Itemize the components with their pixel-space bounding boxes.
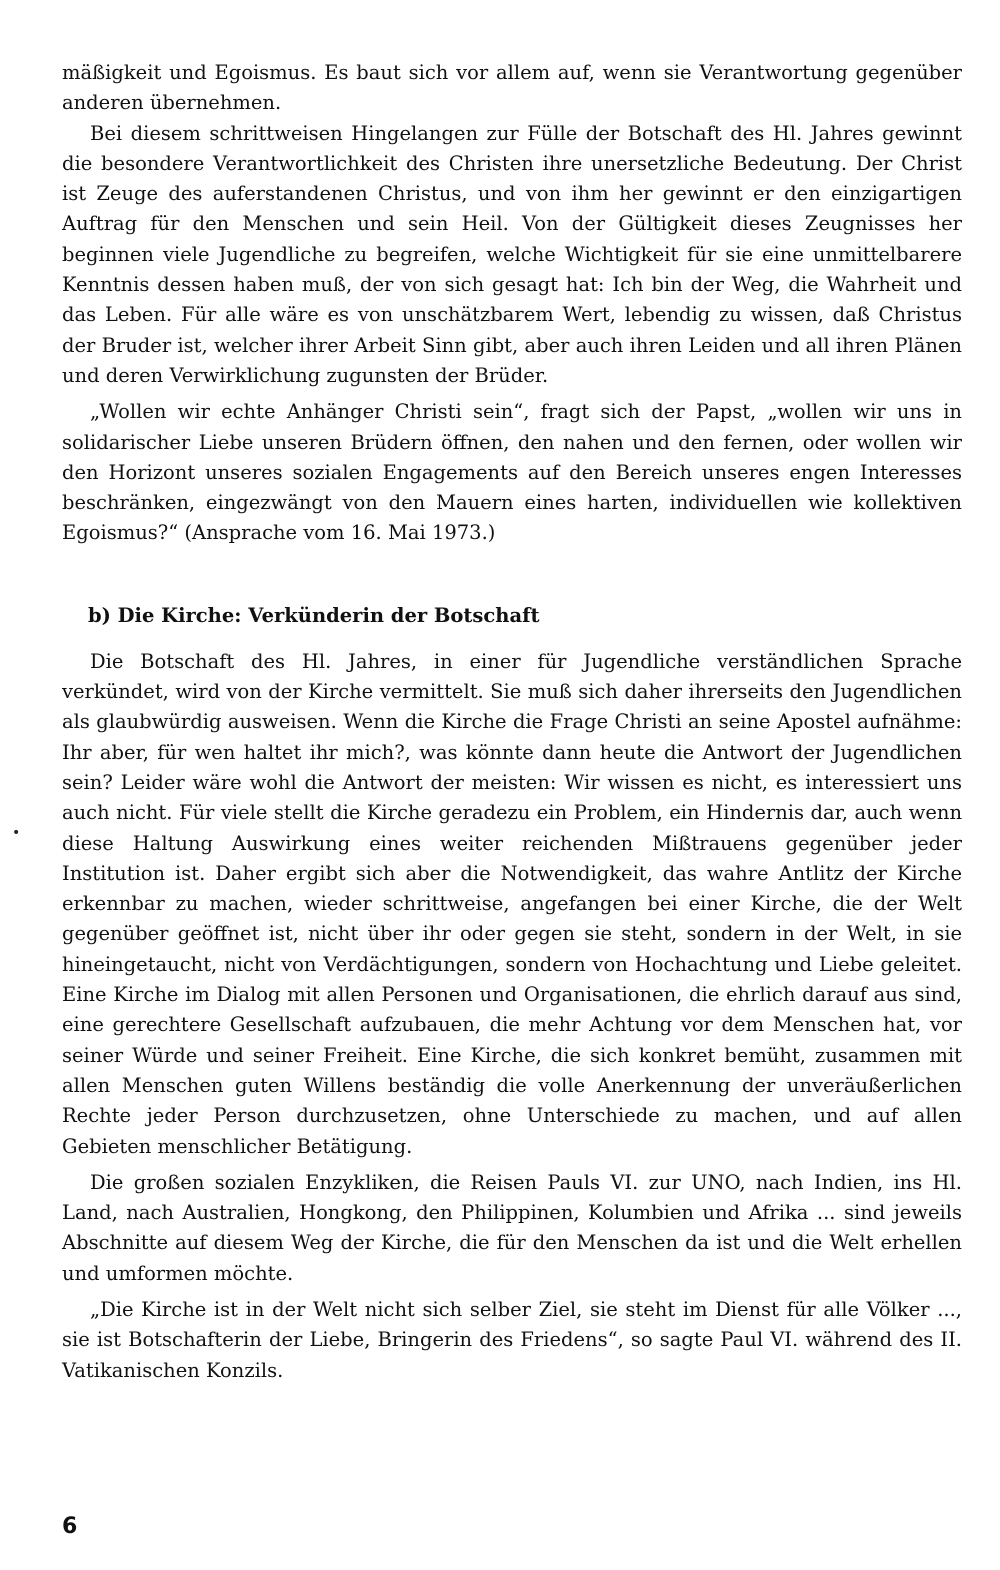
paragraph-continuation: mäßigkeit und Egoismus. Es baut sich vor allem auf, wenn sie Verantwortung gegenüber anderen übernehmen.	[62, 61, 962, 115]
page-body	[62, 58, 962, 1386]
paragraph-pope-quote: „Wollen wir echte Anhänger Christi sein“, fragt sich der Papst, „wollen wir uns in solidarischer Liebe unseren Brüdern öffnen, den nahen und den fernen, oder wollen wir den Horizont unseres sozialen Engagements auf den Bereich unseres engen Interesses beschränken, eingezwängt von den Mauern eines harten, individuellen wie kollektiven Egoismus?“ (Ansprache vom 16. Mai 1973.)	[62, 400, 962, 545]
page-number: 6	[62, 1514, 78, 1539]
paragraph-church-message: Die Botschaft des Hl. Jahres, in einer für Jugendliche verständlichen Sprache verkündet, wird von der Kirche vermittelt. Sie muß sich daher ihrerseits den Jugendlichen als glaubwürdig ausweisen. Wenn die Kirche die Frage Christi an seine Apostel aufnähme: Ihr aber, für wen haltet ihr mich?, was könnte dann heute die Antwort der Jugendlichen sein? Leider wäre wohl die Antwort der meisten: Wir wissen es nicht, es interessiert uns auch nicht. Für viele stellt die Kirche geradezu ein Problem, ein Hindernis dar, auch wenn diese Haltung Auswirkung eines weiter reichenden Mißtrauens gegenüber jeder Institution ist. Daher ergibt sich aber die Notwendigkeit, das wahre Antlitz der Kirche erkennbar zu machen, wieder schrittweise, angefangen bei einer Kirche, die der Welt gegenüber geöffnet ist, nicht über ihr oder gegen sie steht, sondern in der Welt, in sie hineingetaucht, nicht von Verdächtigungen, sondern von Hochachtung und Liebe geleitet. Eine Kirche im Dialog mit allen Personen und Organisationen, die ehrlich darauf aus sind, eine gerechtere Gesellschaft aufzubauen, die mehr Achtung vor dem Menschen hat, vor seiner Würde und seiner Freiheit. Eine Kirche, die sich konkret bemüht, zusammen mit allen Menschen guten Willens beständig die volle Anerkennung der unveräußerlichen Rechte jeder Person durchzusetzen, ohne Unterschiede zu machen, und auf allen Gebieten menschlicher Betätigung.	[62, 649, 962, 1158]
paragraph-responsibility: Bei diesem schrittweisen Hingelangen zur Fülle der Botschaft des Hl. Jahres gewinnt die besondere Verantwortlichkeit des Christen ihre unersetzliche Bedeutung. Der Christ ist Zeuge des auferstandenen Christus, und von ihm her gewinnt er den einzigartigen Auftrag für den Menschen und sein Heil. Von der Gültigkeit dieses Zeugnisses her beginnen viele Jugendliche zu begreifen, welche Wichtigkeit für sie eine unmittelbarere Kenntnis dessen haben muß, der von sich gesagt hat: Ich bin der Weg, die Wahrheit und das Leben. Für alle wäre es von unschätzbarem Wert, lebendig zu wissen, daß Christus der Bruder ist, welcher ihrer Arbeit Sinn gibt, aber auch ihren Leiden und all ihren Plänen und deren Verwirklichung zugunsten der Brüder.	[62, 121, 962, 387]
section-heading: b) Die Kirche: Verkünderin der Botschaft	[88, 603, 540, 627]
paragraph-encyclicals: Die großen sozialen Enzykliken, die Reisen Pauls VI. zur UNO, nach Indien, ins Hl. Land, nach Australien, Hongkong, den Philippinen, Kolumbien und Afrika ... sind jeweils Abschnitte auf diesem Weg der Kirche, die für den Menschen da ist und die Welt erhellen und umformen möchte.	[62, 1170, 962, 1285]
paragraph-council-quote: „Die Kirche ist in der Welt nicht sich selber Ziel, sie steht im Dienst für alle Völker ..., sie ist Botschafterin der Liebe, Bringerin des Friedens“, so sagte Paul VI. während des II. Vatikanischen Konzils.	[62, 1297, 962, 1382]
margin-mark: •	[12, 825, 21, 841]
